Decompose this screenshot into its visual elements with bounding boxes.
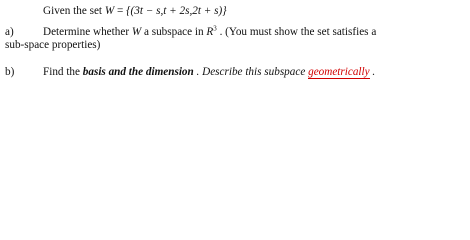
given-set-expression: {(3t − s,t + 2s,2t + s)} [126, 5, 227, 17]
part-b-label: b) [5, 66, 15, 78]
given-set-name: W [104, 5, 115, 17]
part-a-text-tail: . (You must show the set satisfies a [219, 26, 377, 38]
part-b-red-word: geometrically [308, 66, 370, 78]
given-equals: = [116, 5, 127, 17]
part-b-question [43, 67, 375, 78]
part-a-space: R [206, 26, 214, 38]
part-b-text-end: . [372, 66, 376, 78]
part-a-continuation: sub-space properties) [5, 39, 101, 51]
part-a-text-after: a subspace in [143, 26, 207, 38]
part-b-text-prefix: Find the [43, 66, 83, 78]
part-a-label: a) [5, 26, 14, 38]
given-prefix: Given the set [43, 5, 105, 17]
part-a-question [43, 24, 377, 38]
part-a-space-power: 3 [213, 24, 217, 33]
part-b-text-mid: . Describe this subspace [196, 66, 309, 78]
part-a-set-name: W [131, 26, 142, 38]
part-b-bold-phrase: basis and the dimension [82, 66, 194, 78]
part-a-text-before: Determine whether [43, 26, 132, 38]
given-set-line [43, 6, 227, 17]
